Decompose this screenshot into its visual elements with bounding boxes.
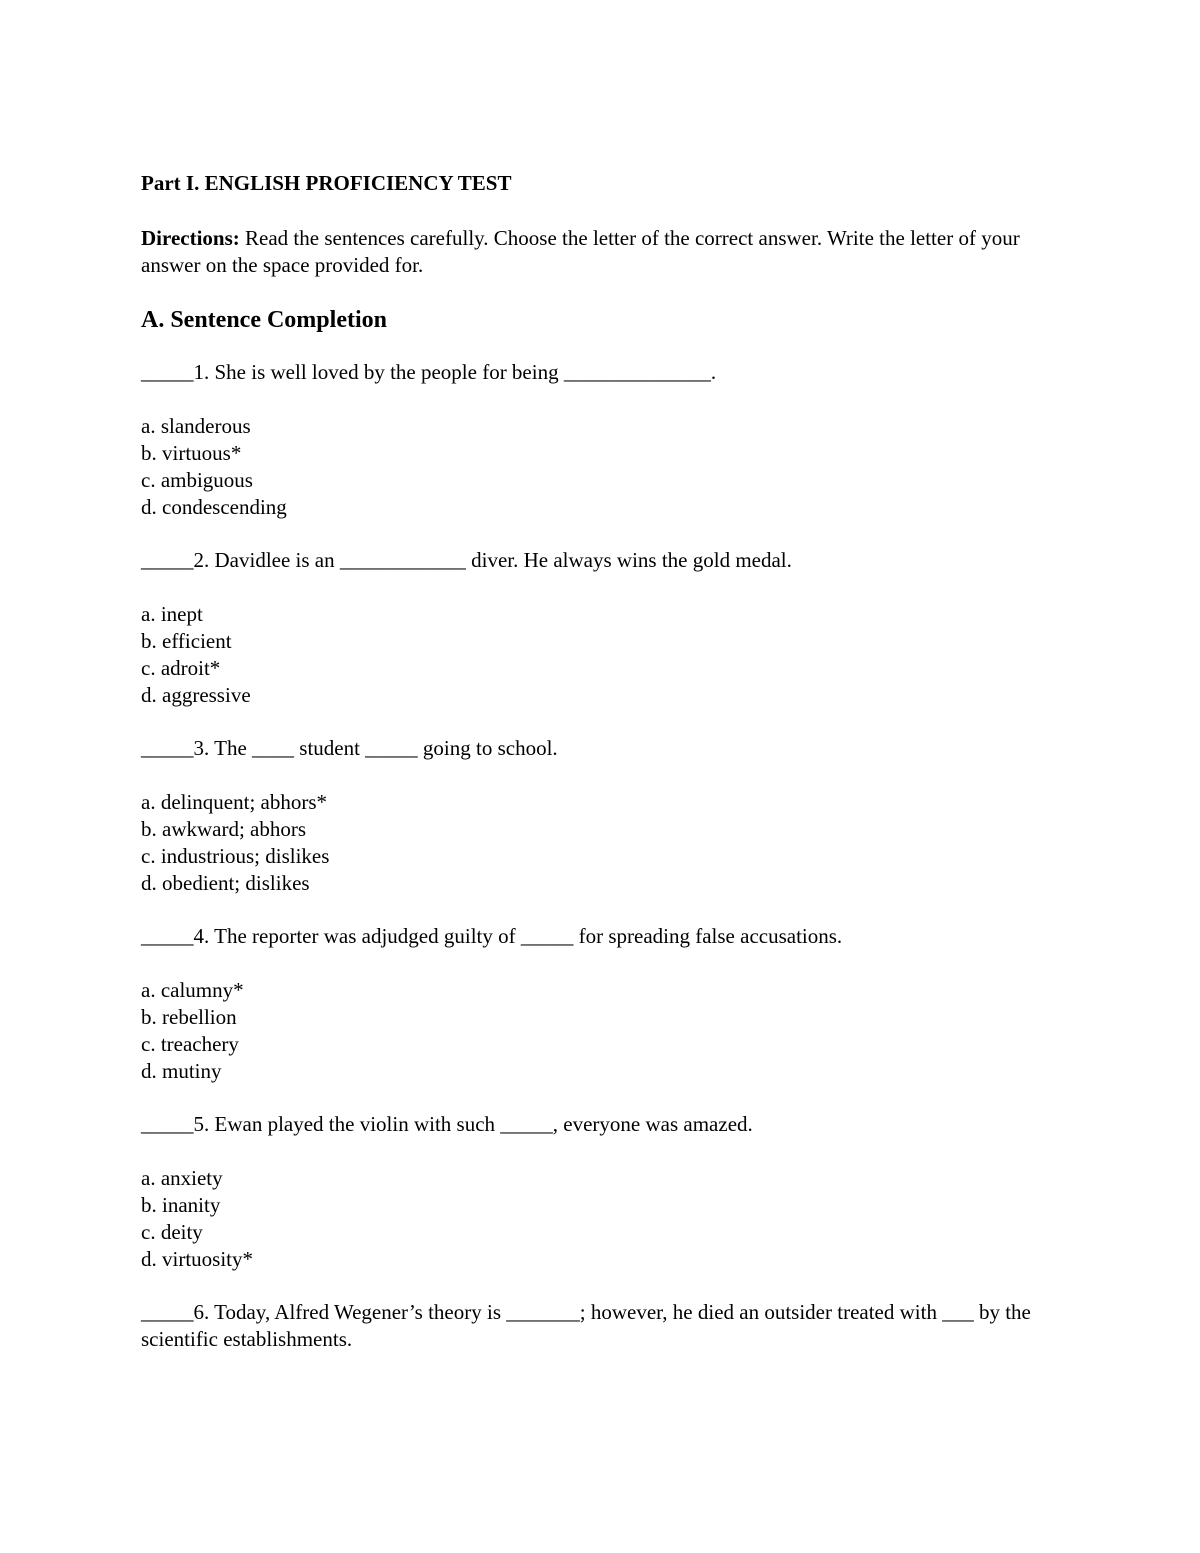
question-stem: _____2. Davidlee is an ____________ diver. He always wins the gold medal. (141, 548, 792, 572)
choice-d: d. virtuosity* (141, 1247, 254, 1271)
question-stem: _____3. The ____ student _____ going to school. (141, 736, 558, 760)
choice-b: b. virtuous* (141, 441, 242, 465)
choice-d: d. condescending (141, 495, 287, 519)
choice-list (141, 413, 1081, 521)
section-title: A. Sentence Completion (141, 307, 387, 333)
choice-list (141, 1165, 1081, 1273)
question-stem: _____4. The reporter was adjudged guilty of _____ for spreading false accusations. (141, 924, 843, 948)
choice-a: a. anxiety (141, 1166, 223, 1190)
choice-d: d. mutiny (141, 1059, 222, 1083)
choice-c: c. ambiguous (141, 468, 253, 492)
choice-list (141, 789, 1081, 897)
choice-list (141, 601, 1081, 709)
question-6 (141, 1299, 1081, 1353)
choice-a: a. inept (141, 602, 203, 626)
choice-c: c. industrious; dislikes (141, 844, 330, 868)
question-stem: _____5. Ewan played the violin with such _____, everyone was amazed. (141, 1112, 753, 1136)
choice-d: d. obedient; dislikes (141, 871, 310, 895)
question-4 (141, 923, 1081, 1085)
choice-b: b. efficient (141, 629, 232, 653)
question-stem: _____1. She is well loved by the people for being ______________. (141, 360, 717, 384)
choice-a: a. delinquent; abhors* (141, 790, 328, 814)
choice-c: c. adroit* (141, 656, 221, 680)
choice-a: a. calumny* (141, 978, 244, 1002)
choice-a: a. slanderous (141, 414, 251, 438)
question-1 (141, 359, 1081, 521)
question-stem: _____6. Today, Alfred Wegener’s theory is _______; however, he died an outsider treated with ___ by the scientific establishments. (141, 1300, 1031, 1351)
directions-text: Read the sentences carefully. Choose the letter of the correct answer. Write the letter of your answer on the space provided for. (141, 226, 1020, 277)
directions (141, 225, 1081, 279)
choice-b: b. inanity (141, 1193, 221, 1217)
document-page (141, 170, 1081, 1353)
choice-b: b. awkward; abhors (141, 817, 307, 841)
directions-label: Directions: (141, 226, 240, 250)
choice-b: b. rebellion (141, 1005, 237, 1029)
choice-c: c. treachery (141, 1032, 239, 1056)
choice-d: d. aggressive (141, 683, 251, 707)
choice-list (141, 977, 1081, 1085)
question-2 (141, 547, 1081, 709)
question-5 (141, 1111, 1081, 1273)
question-3 (141, 735, 1081, 897)
choice-c: c. deity (141, 1220, 203, 1244)
part-title: Part I. ENGLISH PROFICIENCY TEST (141, 171, 512, 195)
